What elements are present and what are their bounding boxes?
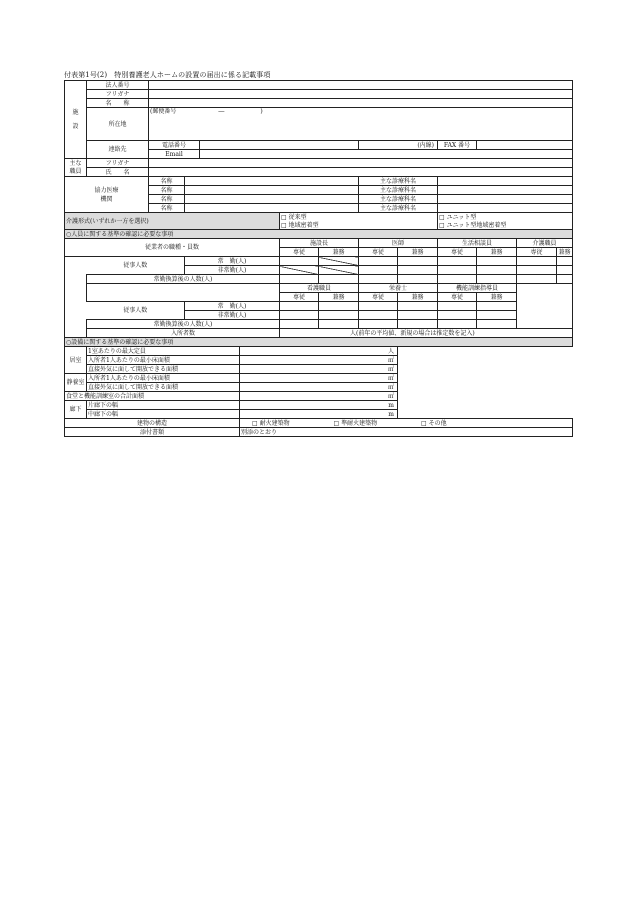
quiet-row-field[interactable]: ㎡: [240, 383, 398, 392]
job-header: 従業者の職種・員数: [65, 239, 280, 257]
address-field-3[interactable]: [149, 132, 573, 141]
count-cell[interactable]: [438, 320, 477, 329]
room-row-field[interactable]: ㎡: [240, 356, 398, 365]
count-cell[interactable]: [398, 302, 438, 311]
parttime-label: 兼務: [319, 248, 359, 257]
facility-name-label: 名 称: [87, 99, 149, 108]
facility-furigana-label: フリガナ: [87, 90, 149, 99]
count-cell[interactable]: [557, 266, 573, 275]
count-cell-disabled: [280, 266, 319, 275]
count-cell[interactable]: [280, 311, 319, 320]
count-cell[interactable]: [438, 266, 477, 275]
count-cell[interactable]: [359, 320, 398, 329]
count-cell[interactable]: [477, 311, 517, 320]
dining-field[interactable]: ㎡: [240, 392, 398, 401]
count-cell[interactable]: [280, 257, 319, 266]
room-row-label: 入所者1人あたりの最小床面積: [87, 356, 240, 365]
coop-name-label: 名称: [149, 204, 185, 213]
fulltime-label: 専従: [359, 248, 398, 257]
staff-side-label: 主な 職員: [65, 159, 87, 177]
phone-field[interactable]: [200, 141, 359, 150]
staff-furigana-label: フリガナ: [87, 159, 149, 168]
facility-side-label: 施 設: [65, 81, 87, 159]
room-row-label: 1室あたりの最大定員: [87, 347, 240, 356]
form-table: [64, 80, 573, 437]
corridor-label: 廊下: [65, 401, 87, 419]
fulltime-label: 専従: [359, 293, 398, 302]
coop-dept-label: 主な診療科名: [359, 204, 438, 213]
postal-code-field[interactable]: (郵便番号 ― ): [149, 108, 573, 117]
job-doctor: 医師: [359, 239, 438, 248]
coop-dept-label: 主な診療科名: [359, 186, 438, 195]
corridor-row-label: 中廊下の幅: [87, 410, 240, 419]
count-cell[interactable]: [280, 275, 319, 284]
fulltime-count-label: 常 勤(人): [185, 302, 280, 311]
count-cell[interactable]: [319, 275, 359, 284]
structure-option-semi-fireproof[interactable]: □ 準耐火建築物: [333, 419, 378, 427]
count-cell-disabled: [319, 257, 359, 266]
residents-field[interactable]: 人(前年の平均値、新規の場合は推定数を記入): [280, 329, 573, 338]
parttime-label: 兼務: [477, 248, 517, 257]
structure-option-fireproof[interactable]: □ 耐火建築物: [252, 419, 290, 427]
fulltime-count-label: 常 勤(人): [185, 257, 280, 266]
count-cell[interactable]: [438, 257, 477, 266]
count-cell[interactable]: [398, 266, 438, 275]
coop-name-label: 名称: [149, 177, 185, 186]
count-cell[interactable]: [438, 311, 477, 320]
room-row-field[interactable]: ㎡: [240, 365, 398, 374]
coop-name-label: 名称: [149, 186, 185, 195]
fax-field[interactable]: [477, 141, 573, 150]
staff-name-field[interactable]: [149, 168, 573, 177]
coop-name-field[interactable]: [185, 186, 359, 195]
count-cell[interactable]: [477, 257, 517, 266]
parttime-count-label: 非常勤(人): [185, 311, 280, 320]
fulltime-label: 専従: [280, 293, 319, 302]
structure-option-other[interactable]: □ その他: [421, 419, 447, 427]
coop-dept-field[interactable]: [438, 204, 573, 213]
quiet-row-label: 直接外気に面して開放できる面積: [87, 383, 240, 392]
count-cell[interactable]: [477, 302, 517, 311]
facility-furigana-field[interactable]: [149, 90, 573, 99]
count-cell[interactable]: [398, 257, 438, 266]
count-cell[interactable]: [359, 275, 398, 284]
count-cell[interactable]: [319, 320, 359, 329]
parttime-label: 兼務: [319, 293, 359, 302]
fax-label: FAX 番号: [438, 141, 477, 150]
care-type-option-traditional[interactable]: □ 従来型: [280, 213, 438, 222]
email-label: Email: [149, 150, 200, 159]
structure-label: 建物の構造: [65, 419, 240, 428]
count-cell[interactable]: [398, 320, 438, 329]
email-field[interactable]: [200, 150, 573, 159]
fulltime-label: 専従: [438, 293, 477, 302]
form-title: 付表第1号(2) 特別養護老人ホームの設置の届出に係る記載事項: [64, 71, 271, 79]
parttime-label: 兼務: [398, 248, 438, 257]
residents-label: 入所者数: [87, 329, 280, 338]
count-cell[interactable]: [319, 302, 359, 311]
staff-furigana-field[interactable]: [149, 159, 573, 168]
coop-dept-label: 主な診療科名: [359, 177, 438, 186]
count-cell[interactable]: [280, 302, 319, 311]
job-dietitian: 栄養士: [359, 284, 438, 293]
count-cell[interactable]: [557, 257, 573, 266]
corridor-row-label: 片廊下の幅: [87, 401, 240, 410]
staff-name-label: 氏 名: [87, 168, 149, 177]
corridor-row-field[interactable]: m: [240, 401, 398, 410]
count-cell[interactable]: [359, 266, 398, 275]
count-cell[interactable]: [477, 266, 517, 275]
quiet-row-label: 入所者1人あたりの最小床面積: [87, 374, 240, 383]
fulltime-label: 専従: [438, 248, 477, 257]
attachments-label: 添付書類: [65, 428, 240, 437]
parttime-label: 兼務: [477, 293, 517, 302]
address-field-2[interactable]: [149, 124, 573, 132]
care-type-option-unit-community[interactable]: □ ユニット型地域密着型: [438, 221, 573, 230]
corridor-row-field[interactable]: m: [240, 410, 398, 419]
fulltime-label: 専従: [280, 248, 319, 257]
count-cell[interactable]: [517, 275, 557, 284]
count-cell[interactable]: [398, 275, 438, 284]
count-cell[interactable]: [438, 302, 477, 311]
count-cell[interactable]: [557, 275, 573, 284]
count-cell[interactable]: [477, 320, 517, 329]
room-row-label: 直接外気に面して開放できる面積: [87, 365, 240, 374]
coop-dept-field[interactable]: [438, 186, 573, 195]
coop-dept-label: 主な診療科名: [359, 195, 438, 204]
phone-label: 電話番号: [149, 141, 200, 150]
count-cell[interactable]: [359, 311, 398, 320]
job-counselor: 生活相談員: [438, 239, 517, 248]
room-row-field[interactable]: 人: [240, 347, 398, 356]
count-cell[interactable]: [517, 266, 557, 275]
parttime-count-label: 非常勤(人): [185, 266, 280, 275]
fte-label: 常勤換算後の人数(人): [87, 275, 280, 284]
coop-name-label: 名称: [149, 195, 185, 204]
coop-dept-field[interactable]: [438, 177, 573, 186]
count-cell[interactable]: [359, 302, 398, 311]
structure-options: [240, 419, 573, 428]
count-cell-disabled: [319, 266, 359, 275]
workers-label: 従事人数: [87, 302, 185, 320]
address-label: 所在地: [87, 108, 149, 141]
count-cell[interactable]: [477, 275, 517, 284]
count-cell[interactable]: [517, 257, 557, 266]
job-nurse: 看護職員: [280, 284, 359, 293]
room-label: 居室: [65, 347, 87, 374]
dining-label: 食堂と機能訓練室の合計面積: [65, 392, 240, 401]
parttime-label: 兼務: [558, 248, 571, 256]
coop-medical-label: 協力医療 機関: [65, 177, 149, 213]
coop-name-field[interactable]: [185, 204, 359, 213]
fulltime-label: 専従: [517, 248, 557, 257]
workers-label: 従事人数: [87, 257, 185, 275]
count-cell[interactable]: [438, 275, 477, 284]
count-cell[interactable]: [359, 257, 398, 266]
care-type-option-unit[interactable]: □ ユニット型: [438, 213, 573, 222]
contact-label: 連絡先: [87, 141, 149, 159]
quiet-room-label: 静養室: [65, 374, 87, 392]
quiet-row-field[interactable]: ㎡: [240, 374, 398, 383]
fte-label: 常勤換算後の人数(人): [87, 320, 280, 329]
personnel-section-header: ○人員に関する基準の確認に必要な事項: [65, 230, 573, 239]
count-cell[interactable]: [398, 311, 438, 320]
coop-dept-field[interactable]: [438, 195, 573, 204]
care-type-option-community[interactable]: □ 地域密着型: [280, 221, 438, 230]
parttime-label: 兼務: [398, 293, 438, 302]
ext-label: (内線): [359, 141, 438, 150]
address-field-1[interactable]: [149, 116, 573, 124]
count-cell[interactable]: [319, 311, 359, 320]
care-type-label: 介護形式(いずれか一方を選択): [65, 213, 280, 230]
count-cell[interactable]: [280, 320, 319, 329]
equipment-section-header: ○設備に関する基準の確認に必要な事項: [65, 338, 573, 347]
job-caregiver: 介護職員: [517, 239, 573, 248]
facility-name-field[interactable]: [149, 99, 573, 108]
coop-name-field[interactable]: [185, 195, 359, 204]
coop-name-field[interactable]: [185, 177, 359, 186]
job-director: 施設長: [280, 239, 359, 248]
attachments-field[interactable]: 別添のとおり: [240, 428, 573, 437]
job-trainer: 機能訓練指導員: [438, 284, 517, 293]
corp-no-field[interactable]: [149, 81, 573, 90]
corp-no-label: 法人番号: [87, 81, 149, 90]
